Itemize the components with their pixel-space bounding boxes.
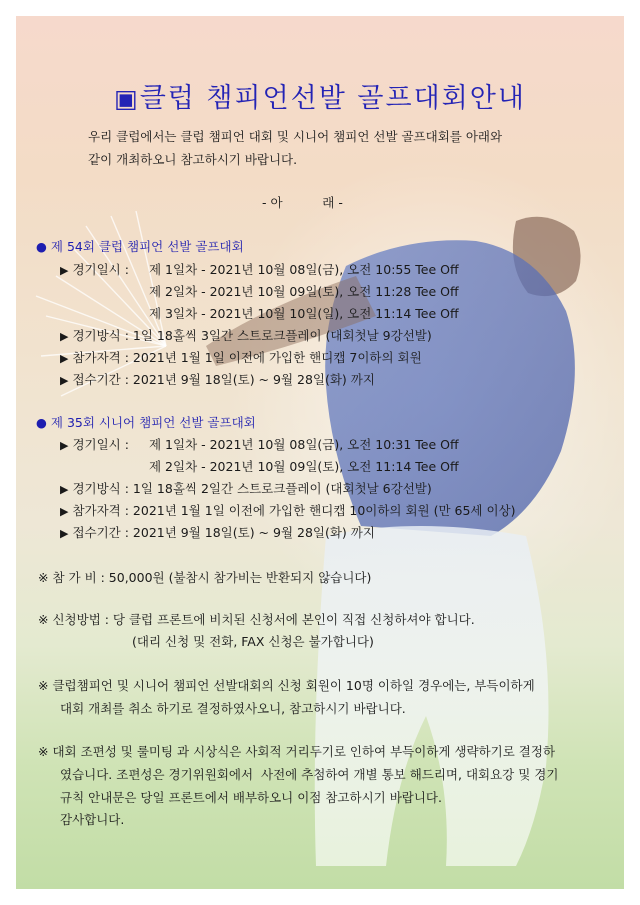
section1-item-format: ▶ 경기방식 : 1일 18홀씩 3일간 스트로크플레이 (대회첫날 9강선발): [60, 328, 432, 343]
bullet-icon: ●: [36, 415, 47, 430]
section2-heading: [36, 417, 256, 430]
bullet-icon: ●: [36, 239, 47, 254]
note-covid-line-1: ※ 대회 조편성 및 룰미팅 과 시상식은 사회적 거리두기로 인하여 부득이하게 생략하기로 결정하: [38, 744, 556, 759]
arrow-right-icon: ▶: [60, 330, 69, 343]
note-covid-line-3: 규칙 안내문은 당일 프론트에서 배부하오니 이점 참고하시기 바랍니다.: [60, 790, 442, 805]
reference-mark-icon: ※: [38, 744, 49, 759]
note-covid-line-2: 였습니다. 조편성은 경기위원회에서 사전에 추첨하여 개별 통보 해드리며, 대회요강 및 경기: [60, 767, 559, 782]
section2-title: 제 35회 시니어 챔피언 선발 골프대회: [50, 415, 256, 430]
section1-schedule-label: ▶ 경기일시 :: [60, 262, 129, 277]
note-apply-line-1: ※ 신청방법 : 당 클럽 프론트에 비치된 신청서에 본인이 직접 신청하셔야 합니다.: [38, 612, 475, 627]
below-marker: - 아 래 -: [262, 195, 343, 210]
arrow-right-icon: ▶: [60, 439, 69, 452]
intro-line-2: 같이 개최하오니 참고하시기 바랍니다.: [88, 152, 298, 167]
reference-mark-icon: ※: [38, 612, 49, 627]
section1-schedule-row-3: 제 3일차 - 2021년 10월 10일(일), 오전 11:14 Tee Off: [149, 306, 459, 321]
note-fee: ※ 참 가 비 : 50,000원 (불참시 참가비는 반환되지 않습니다): [38, 570, 372, 585]
section1-item-registration: ▶ 접수기간 : 2021년 9월 18일(토) ~ 9월 28일(화) 까지: [60, 372, 375, 387]
intro-line-1: 우리 클럽에서는 클럽 챔피언 대회 및 시니어 챔피언 선발 골프대회를 아래와: [88, 129, 503, 144]
section2-item-registration: ▶ 접수기간 : 2021년 9월 18일(토) ~ 9월 28일(화) 까지: [60, 525, 375, 540]
note-apply-line-2: (대리 신청 및 전화, FAX 신청은 불가합니다): [132, 634, 374, 649]
section1-schedule-row-2: 제 2일차 - 2021년 10월 09일(토), 오전 11:28 Tee Off: [149, 284, 459, 299]
section2-schedule-row-2: 제 2일차 - 2021년 10월 09일(토), 오전 11:14 Tee Off: [149, 459, 459, 474]
arrow-right-icon: ▶: [60, 483, 69, 496]
section1-title: 제 54회 클럽 챔피언 선발 골프대회: [50, 239, 244, 254]
arrow-right-icon: ▶: [60, 264, 69, 277]
section2-schedule-label: ▶ 경기일시 :: [60, 437, 129, 452]
section2-item-eligibility: ▶ 참가자격 : 2021년 1월 1일 이전에 가입한 핸디캡 10이하의 회원 (만 65세 이상): [60, 503, 516, 518]
section2-schedule-row-1: 제 1일차 - 2021년 10월 08일(금), 오전 10:31 Tee Off: [149, 437, 459, 452]
section1-item-eligibility: ▶ 참가자격 : 2021년 1월 1일 이전에 가입한 핸디캡 7이하의 회원: [60, 350, 422, 365]
section2-item-format: ▶ 경기방식 : 1일 18홀씩 2일간 스트로크플레이 (대회첫날 6강선발): [60, 481, 432, 496]
reference-mark-icon: ※: [38, 570, 49, 585]
reference-mark-icon: ※: [38, 678, 49, 693]
section1-heading: [36, 241, 244, 254]
note-cancel-line-1: ※ 클럽챔피언 및 시니어 챔피언 선발대회의 신청 회원이 10명 이하일 경우에는, 부득이하게: [38, 678, 535, 693]
notice-page: [16, 16, 624, 889]
arrow-right-icon: ▶: [60, 352, 69, 365]
arrow-right-icon: ▶: [60, 527, 69, 540]
arrow-right-icon: ▶: [60, 505, 69, 518]
section1-schedule-row-1: 제 1일차 - 2021년 10월 08일(금), 오전 10:55 Tee Off: [149, 262, 459, 277]
page-title: [16, 76, 624, 115]
arrow-right-icon: ▶: [60, 374, 69, 387]
title-text: 클럽 챔피언선발 골프대회안내: [139, 83, 526, 114]
note-thanks: 감사합니다.: [60, 812, 125, 827]
title-square-icon: ▣: [114, 84, 140, 113]
note-cancel-line-2: 대회 개최를 취소 하기로 결정하였사오니, 참고하시기 바랍니다.: [60, 701, 406, 716]
